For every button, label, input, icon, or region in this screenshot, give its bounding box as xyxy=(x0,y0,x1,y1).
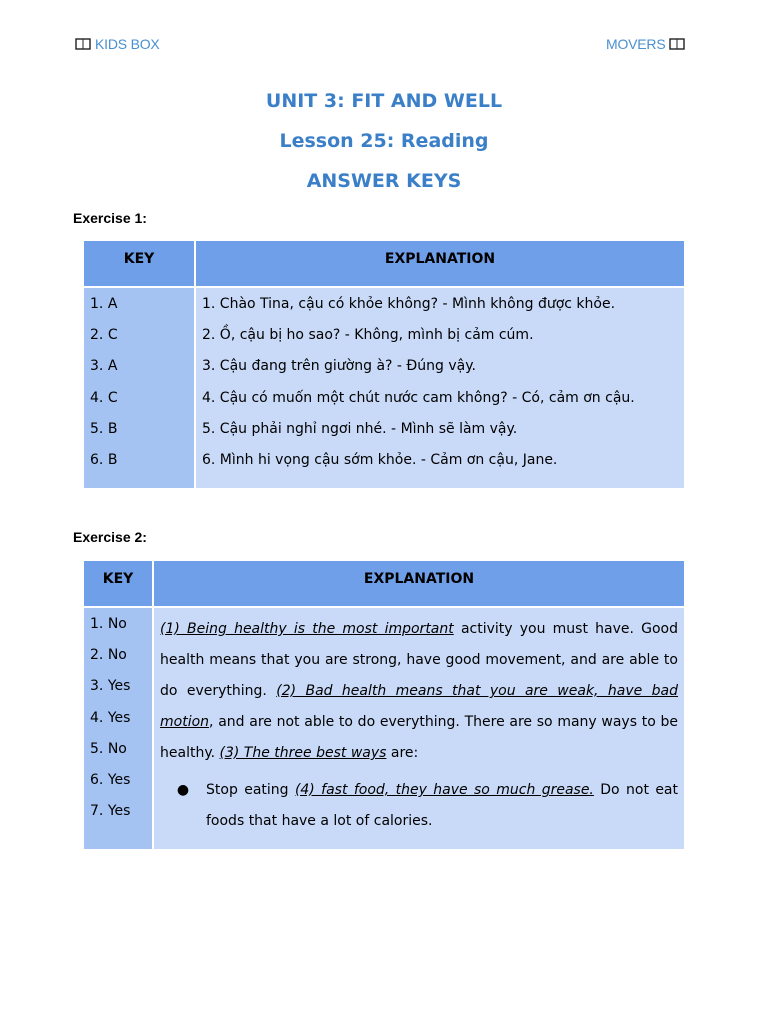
item-number: 5. xyxy=(90,740,104,757)
item-number: 3. xyxy=(90,678,104,695)
item-number: 4. xyxy=(90,709,104,726)
key-item xyxy=(90,710,152,741)
key-column xyxy=(83,287,195,489)
header-right xyxy=(606,36,685,52)
table-header-row xyxy=(83,240,685,287)
exercise-1-table xyxy=(82,239,686,490)
answer-keys-title: ANSWER KEYS xyxy=(306,170,462,192)
key-value: Yes xyxy=(107,803,131,820)
key-item xyxy=(90,772,152,803)
explanation-item: 3. Cậu đang trên giường à? - Đúng vậy. xyxy=(202,358,476,375)
key-item xyxy=(90,452,194,483)
header-left-label: KIDS BOX xyxy=(95,36,160,52)
explanation-item: 4. Cậu có muốn một chút nước cam không? - Có, cảm ơn cậu. xyxy=(202,389,635,406)
explanation-column xyxy=(153,607,685,850)
paragraph-text: , and are not able to do everything. There are so many ways to be healthy. xyxy=(160,714,678,761)
table-body-row xyxy=(83,287,685,489)
header-left xyxy=(75,36,160,52)
paragraph-text: are: xyxy=(386,745,419,761)
underlined-phrase: (2) Bad health means that you are weak, have bad motion xyxy=(160,683,678,730)
bullet-text-part: Do not eat foods that have a lot of calories. xyxy=(206,782,678,829)
header-right-label: MOVERS xyxy=(606,36,666,52)
key-value: Yes xyxy=(107,771,131,788)
key-value: A xyxy=(107,358,118,375)
item-number: 1. xyxy=(90,296,104,312)
key-value: No xyxy=(107,740,127,757)
key-value: A xyxy=(107,296,118,312)
bullet-text-part: Stop eating xyxy=(206,782,295,798)
explanation-item: 5. Cậu phải nghỉ ngơi nhé. - Mình sẽ làm vậy. xyxy=(202,420,518,437)
key-item xyxy=(90,803,152,834)
key-value: C xyxy=(107,389,118,406)
key-value: Yes xyxy=(107,709,131,726)
key-item xyxy=(90,296,194,327)
key-item xyxy=(90,678,152,709)
exercise-2-table xyxy=(82,559,686,851)
item-number: 3. xyxy=(90,358,104,375)
explanation-column xyxy=(195,287,685,489)
key-item xyxy=(90,616,152,647)
key-value: B xyxy=(107,420,118,437)
table-body-row xyxy=(83,607,685,850)
item-number: 5. xyxy=(90,420,104,437)
table-header-row xyxy=(83,560,685,607)
key-item xyxy=(90,741,152,772)
item-number: 6. xyxy=(90,771,104,788)
key-value: C xyxy=(107,327,118,344)
underlined-phrase: (1) Being healthy is the most important xyxy=(160,621,454,637)
explanation-header: EXPLANATION xyxy=(153,560,685,607)
key-value: Yes xyxy=(107,678,131,695)
key-value: No xyxy=(107,647,127,664)
item-number: 2. xyxy=(90,647,104,664)
key-value: No xyxy=(107,616,127,632)
key-header: KEY xyxy=(83,560,153,607)
underlined-phrase: (4) fast food, they have so much grease. xyxy=(294,782,594,798)
explanation-item: 1. Chào Tina, cậu có khỏe không? - Mình không được khỏe. xyxy=(202,296,616,312)
key-item xyxy=(90,390,194,421)
explanation-item: 6. Mình hi vọng cậu sớm khỏe. - Cảm ơn cậu, Jane. xyxy=(202,451,558,468)
key-item xyxy=(90,647,152,678)
item-number: 4. xyxy=(90,389,104,406)
exercise-2-label: Exercise 2: xyxy=(73,529,147,545)
key-column xyxy=(83,607,153,850)
key-header: KEY xyxy=(83,240,195,287)
item-number: 2. xyxy=(90,327,104,344)
bullet-text xyxy=(206,775,678,837)
key-value: B xyxy=(107,451,118,468)
key-item xyxy=(90,421,194,452)
bullet-item xyxy=(160,775,678,837)
bullet-dot: ● xyxy=(176,782,190,798)
unit-title: UNIT 3: FIT AND WELL xyxy=(265,90,503,112)
explanation-paragraph xyxy=(160,614,678,769)
explanation-item: 2. Ồ, cậu bị ho sao? - Không, mình bị cảm cúm. xyxy=(202,327,534,344)
book-icon xyxy=(669,38,685,50)
underlined-phrase: (3) The three best ways xyxy=(219,745,387,761)
item-number: 7. xyxy=(90,803,104,820)
key-item xyxy=(90,327,194,358)
explanation-header: EXPLANATION xyxy=(195,240,685,287)
lesson-title: Lesson 25: Reading xyxy=(279,130,489,152)
paragraph-text: activity you must have. Good health means that you are strong, have good movement, and are able to do everything. xyxy=(160,621,678,699)
item-number: 6. xyxy=(90,451,104,468)
book-icon xyxy=(75,38,91,50)
exercise-1-label: Exercise 1: xyxy=(73,210,147,226)
item-number: 1. xyxy=(90,616,104,632)
key-item xyxy=(90,358,194,389)
